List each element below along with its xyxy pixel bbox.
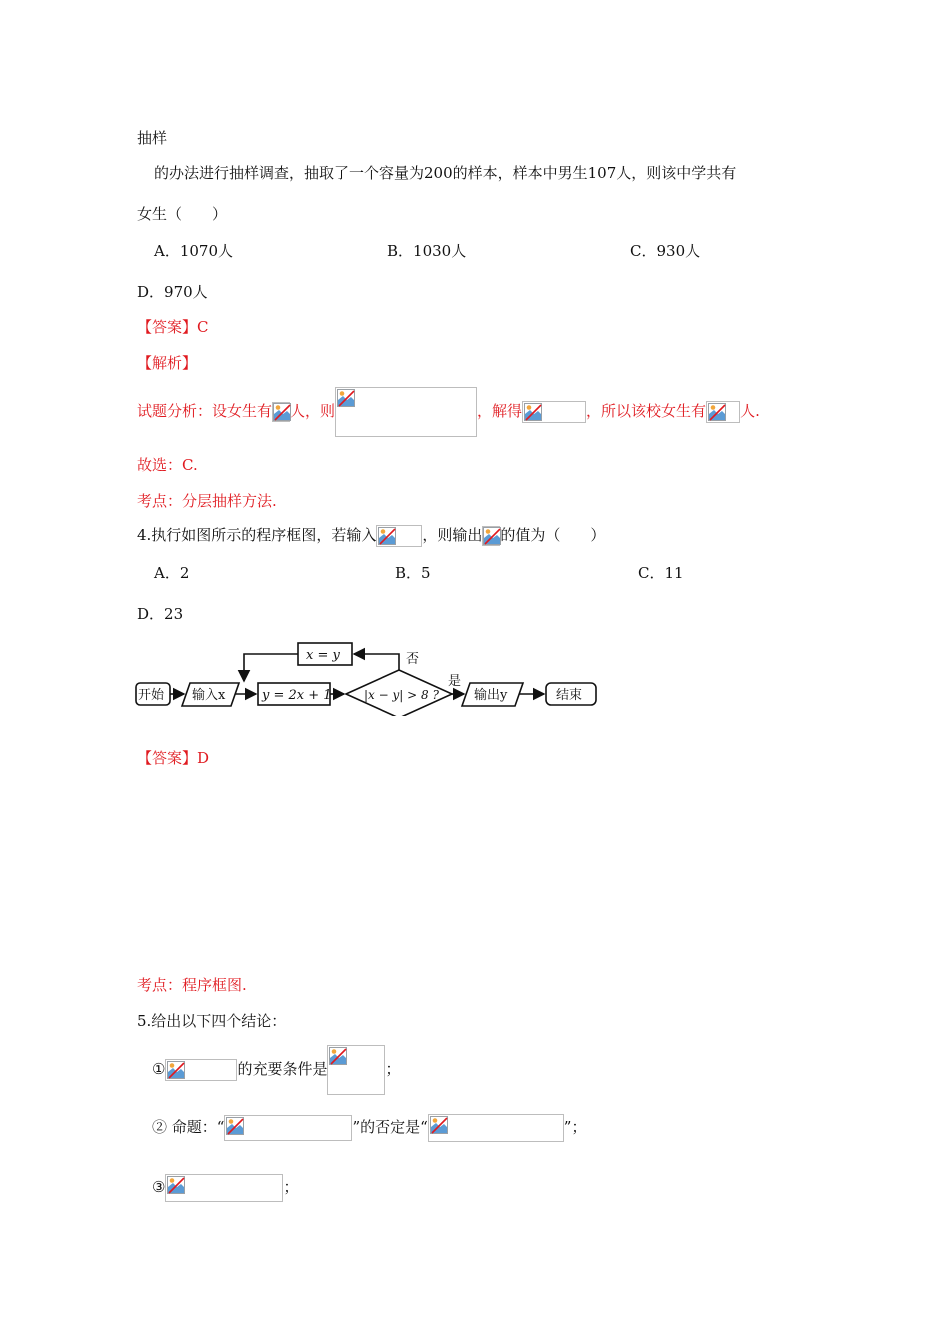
- flow-yes-label: 是: [448, 674, 462, 689]
- broken-image-icon: [337, 389, 355, 407]
- broken-image-icon: [708, 403, 726, 421]
- formula-image: [165, 1059, 237, 1081]
- flow-assign-text: y = 2x + 1: [262, 688, 332, 703]
- q3-answer: [137, 316, 209, 338]
- q3-option-b: B．1030人: [387, 242, 467, 260]
- item1-number: ①: [152, 1060, 166, 1078]
- broken-image-icon: [378, 527, 396, 545]
- formula-image: [165, 1174, 283, 1202]
- answer-value: D: [197, 749, 210, 767]
- q3-line3: 女生（ ）: [137, 205, 228, 223]
- broken-image-icon: [524, 403, 542, 421]
- q5-item3: [152, 1172, 298, 1202]
- item1-text: 的充要条件是: [237, 1060, 328, 1078]
- item3-end: ；: [283, 1178, 299, 1196]
- formula-image: [428, 1114, 564, 1142]
- q5-item1: [152, 1044, 400, 1095]
- formula-image: [327, 1045, 385, 1095]
- broken-image-icon: [273, 403, 291, 421]
- formula-image: [224, 1115, 352, 1141]
- flow-input-text: 输入x: [192, 688, 226, 703]
- q3-option-d: D．970人: [137, 283, 208, 301]
- q4-option-d: D．23: [137, 605, 184, 623]
- item1-end: ；: [385, 1060, 401, 1078]
- flow-condition-text: |x − y| > 8 ?: [364, 688, 439, 702]
- q3-analysis-row: [137, 386, 760, 437]
- formula-image: [706, 401, 740, 423]
- q5-item2: [152, 1112, 586, 1142]
- q3-conclusion: 故选：C.: [137, 456, 198, 474]
- broken-image-icon: [167, 1176, 185, 1194]
- answer-value: C: [197, 318, 209, 336]
- q3-option-a: A．1070人: [154, 242, 234, 260]
- q3-option-c: C．930人: [630, 242, 701, 260]
- analysis-text-4: ，所以该校女生有: [586, 402, 707, 420]
- formula-image: [335, 387, 477, 437]
- q3-kaodian: 考点：分层抽样方法.: [137, 492, 277, 510]
- q3-analysis-label: 【解析】: [137, 354, 198, 372]
- q4-stem-text-2: ，则输出: [422, 526, 483, 544]
- broken-image-icon: [226, 1117, 244, 1135]
- answer-label: 【答案】: [137, 749, 198, 767]
- q4-stem: [137, 524, 605, 547]
- q5-stem: 5.给出以下四个结论：: [137, 1012, 287, 1030]
- q4-answer: [137, 747, 209, 769]
- flow-output-text: 输出y: [474, 688, 508, 703]
- q4-option-b: B．5: [395, 564, 431, 582]
- flow-loop-text: x = y: [306, 648, 340, 663]
- q4-kaodian: 考点：程序框图.: [137, 976, 247, 994]
- q3-line1: 抽样: [137, 129, 168, 147]
- analysis-text-1: 试题分析：设女生有: [137, 402, 273, 420]
- flow-start-text: 开始: [138, 688, 165, 703]
- q4-option-c: C．11: [638, 564, 684, 582]
- formula-image: [272, 402, 290, 422]
- q4-stem-text-1: 4.执行如图所示的程序框图，若输入: [137, 526, 377, 544]
- formula-image: [482, 526, 500, 546]
- program-flowchart: [134, 636, 604, 716]
- q3-line2: 的办法进行抽样调查，抽取了一个容量为200的样本，样本中男生107人，则该中学共有: [154, 164, 737, 182]
- analysis-text-5: 人.: [740, 402, 760, 420]
- q4-option-a: A．2: [154, 564, 190, 582]
- item2-end: ”；: [563, 1118, 587, 1136]
- analysis-text-2: 人，则: [290, 402, 336, 420]
- formula-image: [522, 401, 586, 423]
- broken-image-icon: [329, 1047, 347, 1065]
- broken-image-icon: [483, 527, 501, 545]
- formula-image: [376, 525, 422, 547]
- item2-prefix: ② 命题：“: [152, 1118, 225, 1136]
- analysis-text-3: ，解得: [477, 402, 523, 420]
- flow-end-text: 结束: [556, 688, 583, 703]
- flow-no-label: 否: [406, 652, 420, 667]
- broken-image-icon: [430, 1116, 448, 1134]
- item3-number: ③: [152, 1178, 166, 1196]
- broken-image-icon: [167, 1061, 185, 1079]
- q4-stem-text-3: 的值为（ ）: [500, 526, 606, 544]
- item2-middle: ”的否定是“: [352, 1118, 428, 1136]
- answer-label: 【答案】: [137, 318, 198, 336]
